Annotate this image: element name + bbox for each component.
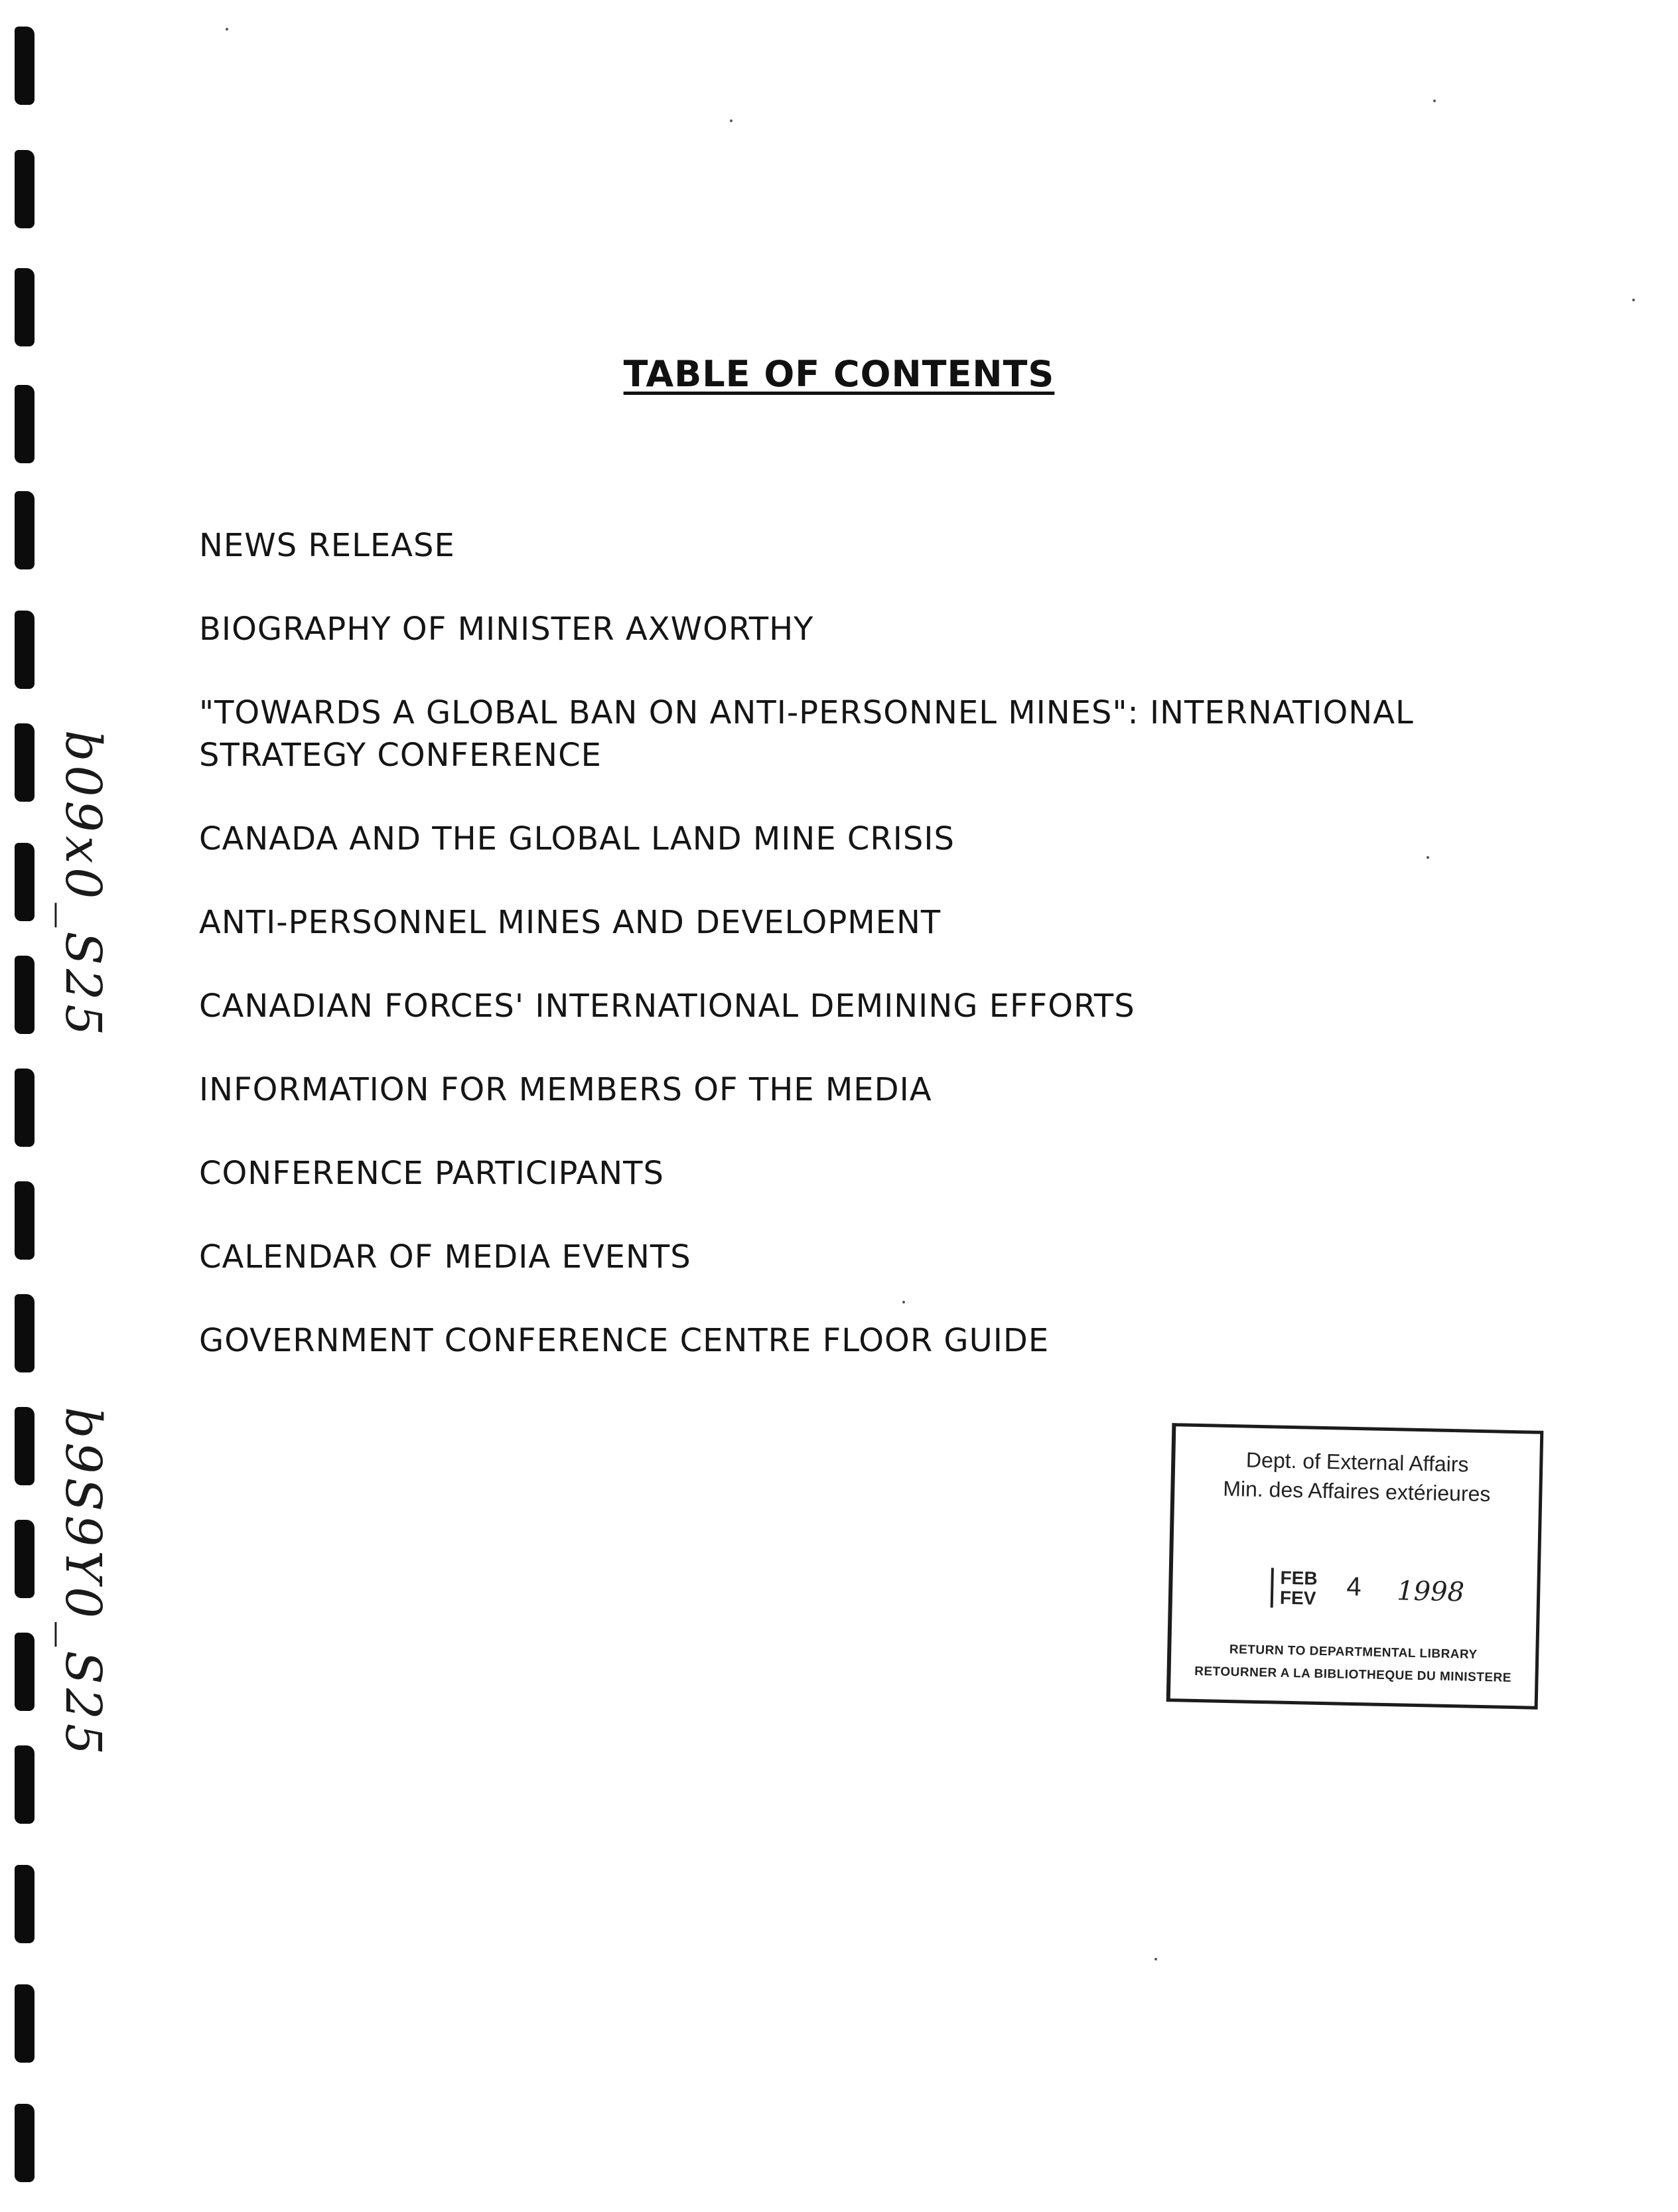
stamp-ministry-line: Min. des Affaires extérieures xyxy=(1222,1476,1491,1507)
binding-hole xyxy=(15,1520,35,1598)
binding-hole xyxy=(15,1745,35,1824)
binding-hole xyxy=(15,1069,35,1147)
binding-hole xyxy=(15,843,35,921)
handwritten-number-2: b9S9Y0_S25 xyxy=(54,1407,111,1759)
scan-speck xyxy=(1427,856,1429,859)
scan-speck xyxy=(1433,100,1436,102)
binding-hole xyxy=(15,1633,35,1711)
scan-speck xyxy=(1632,299,1635,301)
toc-item: GOVERNMENT CONFERENCE CENTRE FLOOR GUIDE xyxy=(199,1322,1050,1359)
stamp-month-en: FEB xyxy=(1280,1567,1318,1589)
binding-hole xyxy=(15,611,35,689)
binding-hole xyxy=(15,491,35,569)
binding-hole xyxy=(15,1984,35,2063)
scan-speck xyxy=(1154,1958,1157,1960)
toc-item: BIOGRAPHY OF MINISTER AXWORTHY xyxy=(199,611,814,648)
binding-hole xyxy=(15,1294,35,1372)
library-stamp xyxy=(1166,1423,1544,1710)
binding-hole xyxy=(15,723,35,802)
binding-hole xyxy=(15,2104,35,2182)
binding-hole xyxy=(15,1865,35,1943)
binding-hole xyxy=(15,1407,35,1485)
toc-item: CONFERENCE PARTICIPANTS xyxy=(199,1155,664,1192)
toc-item: INFORMATION FOR MEMBERS OF THE MEDIA xyxy=(199,1071,932,1108)
stamp-year: 1998 xyxy=(1396,1576,1465,1608)
binding-hole xyxy=(15,27,35,105)
binding-hole xyxy=(15,385,35,463)
toc-item: CALENDAR OF MEDIA EVENTS xyxy=(199,1238,691,1276)
binding-hole xyxy=(15,956,35,1034)
binding-hole xyxy=(15,150,35,228)
toc-item: ANTI-PERSONNEL MINES AND DEVELOPMENT xyxy=(199,904,942,941)
stamp-dept-line: Dept. of External Affairs xyxy=(1245,1447,1469,1477)
handwritten-number-1: b09x0_S25 xyxy=(54,730,111,1040)
toc-item: NEWS RELEASE xyxy=(199,527,455,564)
toc-item: "TOWARDS A GLOBAL BAN ON ANTI-PERSONNEL MINES": INTERNATIONAL STRATEGY CONFERENCE xyxy=(199,694,1414,774)
stamp-return-en: RETURN TO DEPARTMENTAL LIBRARY xyxy=(1229,1643,1478,1662)
stamp-day: 4 xyxy=(1346,1572,1362,1602)
binding-hole xyxy=(15,268,35,346)
binding-hole xyxy=(15,1181,35,1260)
toc-item: CANADA AND THE GLOBAL LAND MINE CRISIS xyxy=(199,820,955,857)
scan-speck xyxy=(730,119,733,122)
scan-speck xyxy=(902,1301,905,1303)
stamp-return-fr: RETOURNER A LA BIBLIOTHEQUE DU MINISTERE xyxy=(1194,1664,1512,1685)
toc-item: CANADIAN FORCES' INTERNATIONAL DEMINING EFFORTS xyxy=(199,988,1135,1025)
stamp-month-fr: FEV xyxy=(1279,1587,1316,1609)
table-of-contents xyxy=(199,524,1500,1403)
scan-speck xyxy=(226,28,228,31)
page-title: TABLE OF CONTENTS xyxy=(623,353,1055,395)
stamp-month xyxy=(1271,1568,1318,1608)
